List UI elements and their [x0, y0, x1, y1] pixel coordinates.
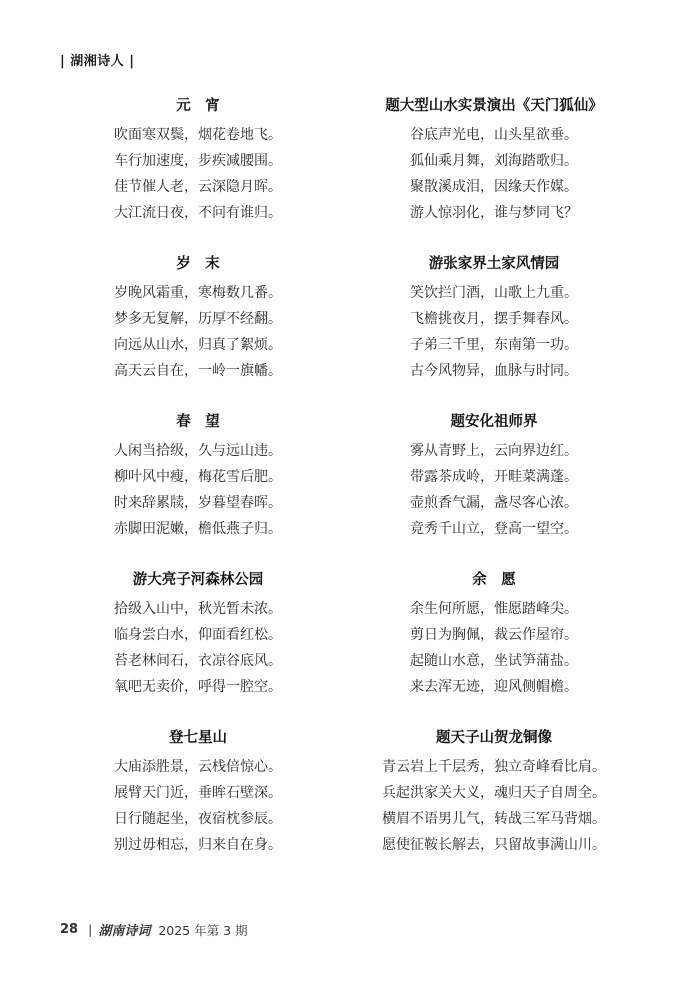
poem-line: 青云岩上千层秀，独立奇峰看比肩。	[382, 759, 606, 775]
poem-title: 余 愿	[472, 571, 516, 588]
poem-line: 时来辞累牍，岁暮望春晖。	[114, 495, 282, 511]
poem-line: 笑饮拦门酒，山歌上九重。	[410, 285, 578, 301]
journal-logo: 湖南诗词	[98, 924, 151, 939]
poem-line: 余生何所愿，惟愿踏峰尖。	[410, 601, 578, 617]
poem	[48, 728, 348, 886]
poem-line: 日行随起坐，夜宿枕参辰。	[114, 811, 282, 827]
issue-label: 2025 年第 3 期	[158, 922, 248, 938]
poem-line: 拾级入山中，秋光暂未浓。	[114, 601, 282, 617]
poem-line: 车行加速度，步疾减腰围。	[114, 153, 282, 169]
poem-title: 题天子山贺龙铜像	[436, 729, 552, 746]
poem-line: 游人惊羽化，谁与梦同飞？	[410, 205, 578, 221]
poem	[48, 254, 348, 412]
poem-title: 元 宵	[176, 97, 220, 114]
poem-line: 氧吧无卖价，呼得一腔空。	[114, 679, 282, 695]
poem-line: 向远从山水，归真了絮烦。	[114, 337, 282, 353]
poem	[48, 96, 348, 254]
poem-title: 题大型山水实景演出《天门狐仙》	[385, 97, 603, 114]
left-column	[48, 96, 348, 886]
poem-title: 春 望	[176, 413, 220, 430]
poem-line: 横眉不语男儿气，转战三军马背烟。	[382, 811, 606, 827]
poem-line: 古今风物异，血脉与时同。	[410, 363, 578, 379]
poem-line: 起随山水意，坐试笋蒲盐。	[410, 653, 578, 669]
poem-title: 登七星山	[169, 729, 227, 746]
poem-line: 高天云自在，一岭一旗幡。	[114, 363, 282, 379]
poem-line: 兵起洪家关大义，魂归天子自周全。	[382, 785, 606, 801]
poem-line: 子弟三千里，东南第一功。	[410, 337, 578, 353]
poem-line: 狐仙乘月舞，刘海踏歌归。	[410, 153, 578, 169]
poem-line: 愿使征鞍长解去，只留故事满山川。	[382, 837, 606, 853]
poem-line: 剪日为胸佩，裁云作屋帘。	[410, 627, 578, 643]
poem	[344, 412, 644, 570]
poem-line: 佳节催人老，云深隐月晖。	[114, 179, 282, 195]
poem-line: 展臂天门近，垂眸石壁深。	[114, 785, 282, 801]
page-number: 28	[60, 922, 79, 937]
poem-line: 苔老林间石，衣凉谷底风。	[114, 653, 282, 669]
poem-title: 岁 末	[176, 255, 220, 272]
poem-line: 聚散溪成泪，因缘天作媒。	[410, 179, 578, 195]
poem-title: 游大亮子河森林公园	[132, 571, 264, 588]
poem	[344, 570, 644, 728]
poem	[48, 412, 348, 570]
poem-line: 岁晚风霜重，寒梅数几番。	[114, 285, 282, 301]
poem-title: 题安化祖师界	[450, 413, 538, 430]
poem-line: 柳叶风中瘦，梅花雪后肥。	[114, 469, 282, 485]
poem-line: 飞檐挑夜月，摆手舞春风。	[410, 311, 578, 327]
poem-line: 别过毋相忘，归来自在身。	[114, 837, 282, 853]
poem-line: 雾从青野上，云向界边红。	[410, 443, 578, 459]
poem-line: 竞秀千山立，登高一望空。	[410, 521, 578, 537]
poem-line: 吹面寒双鬓，烟花卷地飞。	[114, 127, 282, 143]
poem-line: 谷底声光电，山头星欲垂。	[410, 127, 578, 143]
poem-line: 赤脚田泥嫩，檐低燕子归。	[114, 521, 282, 537]
poem	[344, 728, 644, 886]
poem-line: 壶煎香气漏，盏尽客心浓。	[410, 495, 578, 511]
poem-title: 游张家界土家风情园	[428, 255, 560, 272]
poem-line: 大江流日夜，不问有谁归。	[114, 205, 282, 221]
section-header: | 湖湘诗人 |	[60, 54, 135, 69]
poem-line: 临身尝白水，仰面看红松。	[114, 627, 282, 643]
poem-line: 来去浑无迹，迎风侧帽檐。	[410, 679, 578, 695]
poem-line: 大庙添胜景，云栈倍惊心。	[114, 759, 282, 775]
poem-line: 梦多无复解，历厚不经翻。	[114, 311, 282, 327]
page-footer	[60, 920, 248, 939]
poem	[344, 96, 644, 254]
right-column	[344, 96, 644, 886]
poem	[344, 254, 644, 412]
poem-line: 人闲当拾级，久与远山违。	[114, 443, 282, 459]
poem	[48, 570, 348, 728]
footer-separator: |	[88, 922, 93, 937]
poem-line: 带露茶成岭，开畦菜满蓬。	[410, 469, 578, 485]
